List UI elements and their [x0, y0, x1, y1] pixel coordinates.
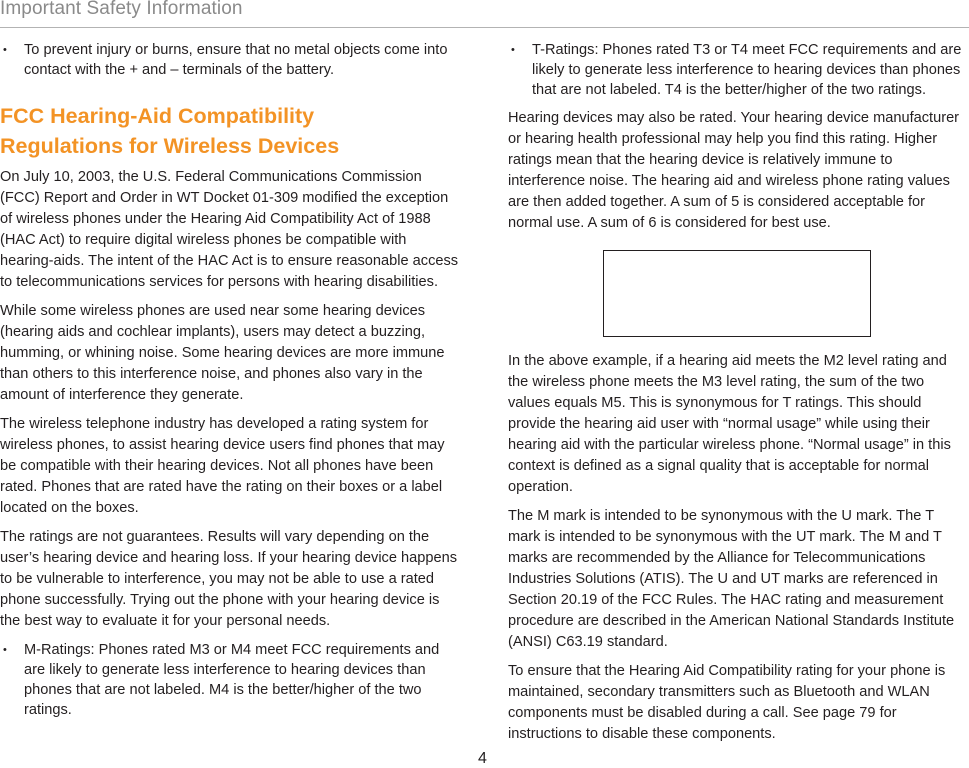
t-ratings-label: T-Ratings: [532, 42, 595, 58]
right-column: [508, 40, 968, 753]
m-ratings-label: M-Ratings: [24, 642, 91, 658]
battery-bullet-text: To prevent injury or burns, ensure that no metal objects come into contact with the + and – terminals of the battery.: [24, 42, 448, 78]
t-ratings-bullet: [508, 40, 968, 100]
fcc-heading: FCC Hearing-Aid Compatibility Regulations for Wireless Devices: [0, 104, 340, 158]
paragraph-fcc-order: On July 10, 2003, the U.S. Federal Communications Commission (FCC) Report and Order in WT Docket 01-309 modified the exception of wireless phones under the Hearing Aid Compatibility Act of 1988 (HAC Act) to require digital wireless phones be compatible with hearing-aids. The intent of the HAC Act is to ensure reasonable access to telecommunications services for persons with hearing disabilities.: [0, 169, 459, 290]
bullet-dot-icon: •: [3, 644, 7, 656]
battery-bullet: [0, 40, 462, 80]
t-ratings-text: : Phones rated T3 or T4 meet FCC requirements and are likely to generate less interference to hearing devices than phones that are not labeled. T4 is the better/higher of the two ratings.: [532, 42, 962, 98]
paragraph-marks: The M mark is intended to be synonymous with the U mark. The T mark is intended to be synonymous with the UT mark. The M and T marks are recommended by the Alliance for Telecommunications Industries Solutions (ATIS). The U and UT marks are referenced in Section 20.19 of the FCC Rules. The HAC rating and measurement procedure are described in the American National Standards Institute (ANSI) C63.19 standard.: [508, 508, 955, 650]
page-header: [0, 0, 969, 28]
left-column: [0, 40, 462, 728]
bullet-dot-icon: •: [511, 44, 515, 56]
bullet-dot-icon: •: [3, 44, 7, 56]
section-title: Important Safety Information: [0, 0, 243, 19]
paragraph-rating-system: The wireless telephone industry has developed a rating system for wireless phones, to assist hearing device users find phones that may be compatible with their hearing devices. Not all phones have been rated. Phones that are rated have the rating on their boxes or a label located on the boxes.: [0, 416, 445, 516]
paragraph-hearing-device-rating: Hearing devices may also be rated. Your hearing device manufacturer or hearing health professional may help you find this rating. Higher ratings mean that the hearing device is relatively immune to interference noise. The hearing aid and wireless phone rating values are then added together. A sum of 5 is considered acceptable for normal use. A sum of 6 is considered for best use.: [508, 110, 960, 231]
m-ratings-text: : Phones rated M3 or M4 meet FCC requirements and are likely to generate less interference to hearing devices than phones that are not labeled. M4 is the better/higher of the two ratings.: [24, 642, 440, 718]
example-figure-box: [603, 250, 871, 337]
paragraph-secondary-transmitters: To ensure that the Hearing Aid Compatibility rating for your phone is maintained, secondary transmitters such as Bluetooth and WLAN components must be disabled during a call. See page 79 for instructions to disable these components.: [508, 663, 946, 742]
paragraph-example: In the above example, if a hearing aid meets the M2 level rating and the wireless phone meets the M3 level rating, the sum of the two values equals M5. This is synonymous for T ratings. This should provide the hearing aid user with “normal usage” while using their hearing aid with the particular wireless phone. “Normal usage” in this context is defined as a signal quality that is acceptable for normal operation.: [508, 353, 951, 495]
paragraph-ratings-not-guaranteed: The ratings are not guarantees. Results will vary depending on the user’s hearing device and hearing loss. If your hearing device happens to be vulnerable to interference, you may not be able to use a rated phone successfully. Trying out the phone with your hearing device is the best way to evaluate it for your personal needs.: [0, 529, 458, 629]
m-ratings-bullet: [0, 640, 462, 720]
page-number: 4: [478, 750, 487, 767]
paragraph-interference: While some wireless phones are used near some hearing devices (hearing aids and cochlear implants), users may detect a buzzing, humming, or whining noise. Some hearing devices are more immune than others to this interference noise, and phones also vary in the amount of interference they generate.: [0, 303, 445, 403]
